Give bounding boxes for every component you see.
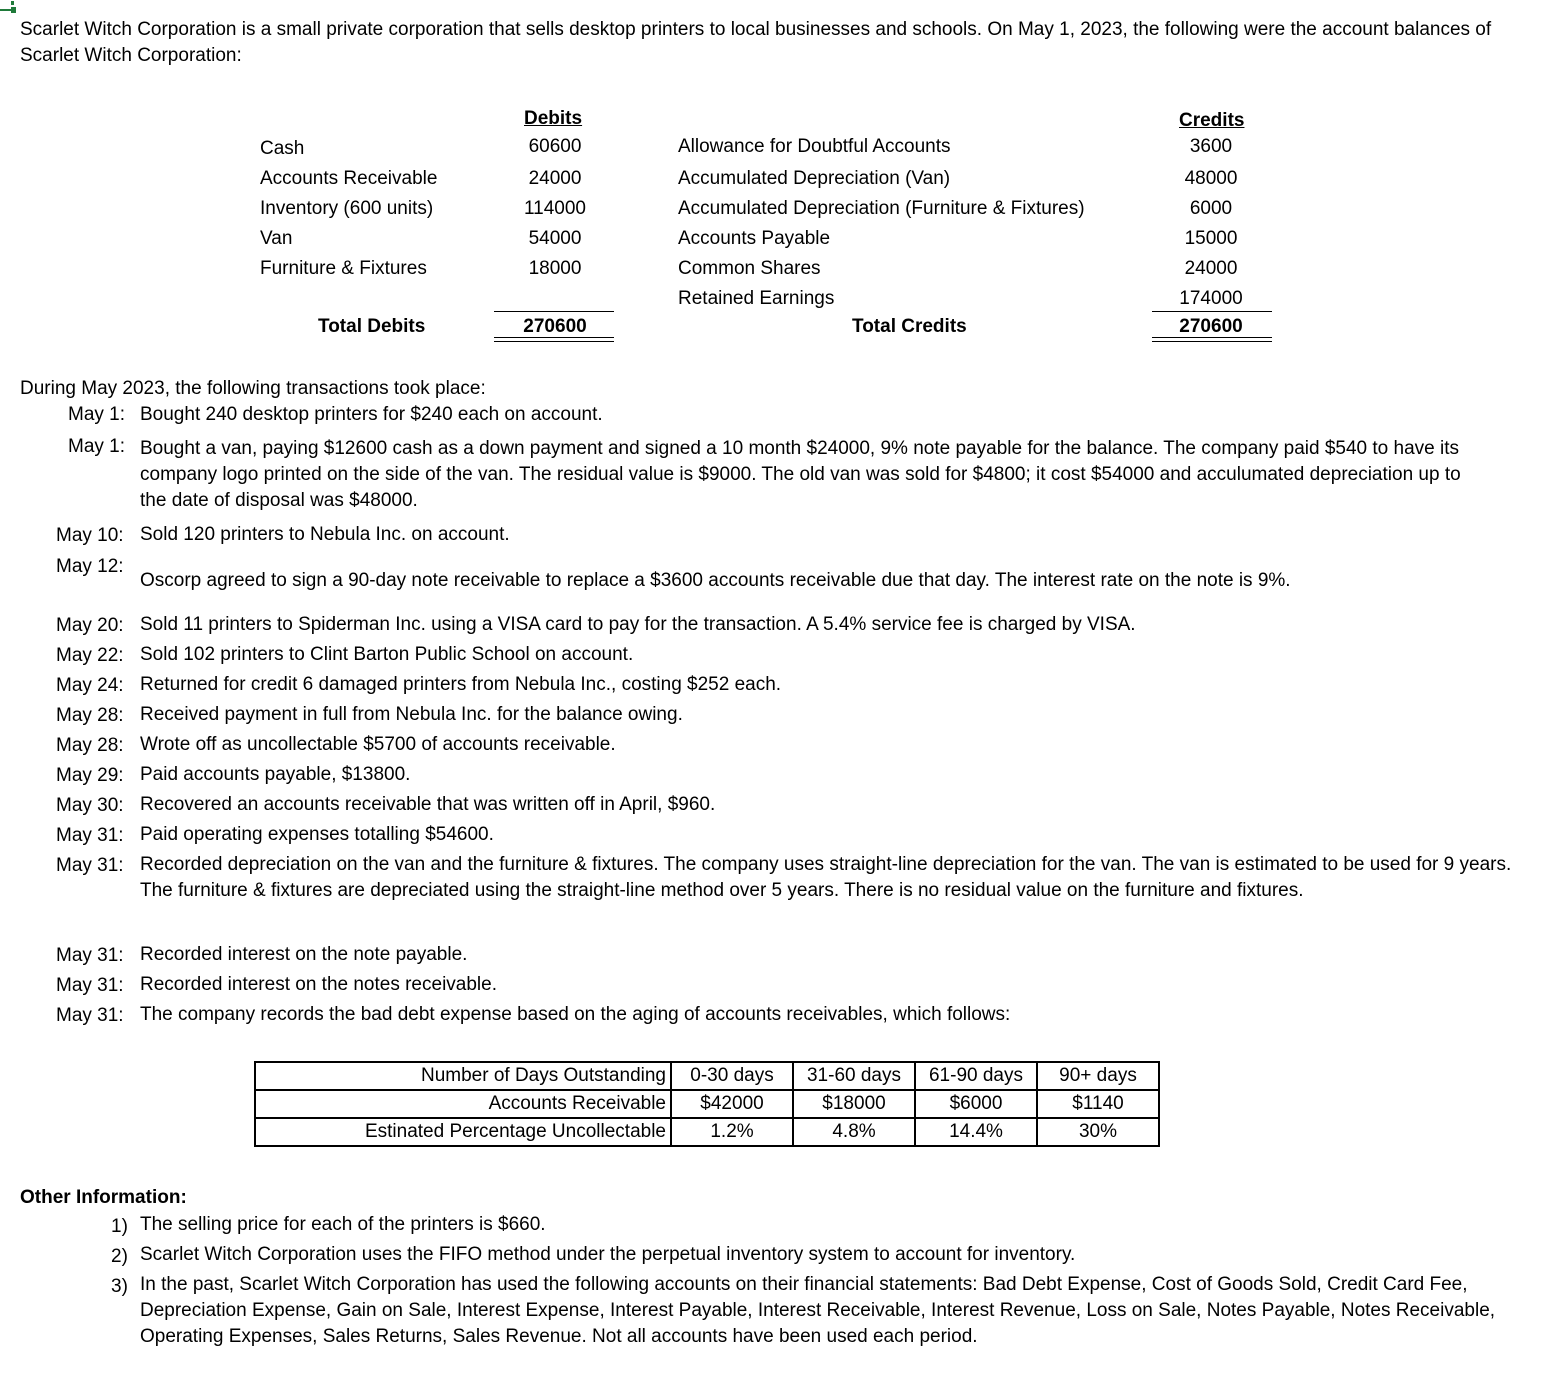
- transaction-text: Paid operating expenses totalling $54600.: [140, 824, 494, 845]
- transaction-date: May 31:: [56, 945, 124, 966]
- credit-subtotal-rule: [1152, 311, 1272, 312]
- transaction-date: May 24:: [56, 675, 124, 696]
- credit-amount: 174000: [1179, 288, 1243, 309]
- other-info-text: Scarlet Witch Corporation uses the FIFO method under the perpetual inventory system to account for inventory.: [140, 1244, 1076, 1265]
- aging-receivable: $18000: [793, 1090, 915, 1118]
- transaction-text: Returned for credit 6 damaged printers from Nebula Inc., costing $252 each.: [140, 674, 782, 695]
- aging-bucket: 90+ days: [1037, 1062, 1159, 1090]
- transaction-text: Paid accounts payable, $13800.: [140, 764, 411, 785]
- credit-account: Common Shares: [678, 258, 821, 279]
- debits-header: Debits: [524, 108, 583, 129]
- other-info-number: 3): [111, 1276, 128, 1297]
- transaction-text: Recorded interest on the notes receivable.: [140, 974, 497, 995]
- aging-percentage: 4.8%: [793, 1118, 915, 1146]
- other-info-number: 2): [111, 1246, 128, 1267]
- transaction-text: Sold 11 printers to Spiderman Inc. using a VISA card to pay for the transaction. A 5.4% service fee is charged by VISA.: [140, 614, 1136, 635]
- credit-account: Allowance for Doubtful Accounts: [678, 136, 951, 157]
- credit-amount: 6000: [1189, 198, 1233, 219]
- aging-bucket: 61-90 days: [915, 1062, 1037, 1090]
- intro-paragraph: Scarlet Witch Corporation is a small private corporation that sells desktop printers to local businesses and schools. On May 1, 2023, the following were the account balances of Scarlet Witch Corporation:: [20, 19, 1492, 66]
- aging-row-label: Number of Days Outstanding: [255, 1062, 671, 1090]
- credit-account: Accumulated Depreciation (Furniture & Fixtures): [678, 198, 1085, 219]
- transaction-date: May 31:: [56, 825, 124, 846]
- total-credits-value: 270600: [1179, 316, 1243, 337]
- transaction-text: Wrote off as uncollectable $5700 of accounts receivable.: [140, 734, 616, 755]
- credit-account: Accounts Payable: [678, 228, 831, 249]
- aging-receivable: $6000: [915, 1090, 1037, 1118]
- debit-double-rule-top: [494, 337, 614, 338]
- other-information-title: Other Information:: [20, 1187, 187, 1208]
- aging-percentage: 1.2%: [671, 1118, 793, 1146]
- cell-selection-marker-icon: [0, 0, 20, 16]
- transaction-text: Recorded interest on the note payable.: [140, 944, 468, 965]
- credit-amount: 3600: [1189, 136, 1233, 157]
- total-debits-value: 270600: [523, 316, 587, 337]
- debit-account: Furniture & Fixtures: [260, 258, 427, 279]
- total-credits-label: Total Credits: [852, 316, 967, 337]
- transaction-date: May 31:: [56, 975, 124, 996]
- transaction-date: May 28:: [56, 735, 124, 756]
- aging-row-label: Accounts Receivable: [255, 1090, 671, 1118]
- other-info-text: In the past, Scarlet Witch Corporation has used the following accounts on their financial statements: Bad Debt Expense, Cost of Goods Sold, Credit Card Fee, Depreciation Expense, Gain on Sale, Interest Expense, Interest Payable, Interest Receivable, Interest Revenue, Loss on Sale, Notes Payable, Notes Receivable, Operating Expenses, Sales Returns, Sales Revenue. Not all accounts have been used each period.: [140, 1274, 1496, 1347]
- debit-amount: 24000: [528, 168, 582, 189]
- aging-bucket: 31-60 days: [793, 1062, 915, 1090]
- debit-amount: 54000: [528, 228, 582, 249]
- transactions-intro: During May 2023, the following transactions took place:: [20, 378, 486, 399]
- total-debits-label: Total Debits: [318, 316, 426, 337]
- aging-table: [254, 1061, 1160, 1147]
- credit-amount: 24000: [1184, 258, 1238, 279]
- debit-amount: 114000: [524, 198, 586, 219]
- aging-receivable: $42000: [671, 1090, 793, 1118]
- debit-account: Van: [260, 228, 293, 249]
- credit-account: Accumulated Depreciation (Van): [678, 168, 951, 189]
- credits-header: Credits: [1179, 110, 1245, 131]
- other-info-number: 1): [111, 1216, 128, 1237]
- debit-amount: 60600: [528, 136, 582, 157]
- transaction-date: May 30:: [56, 795, 124, 816]
- transaction-text: Bought a van, paying $12600 cash as a down payment and signed a 10 month $24000, 9% note payable for the balance. The company paid $540 to have its company logo printed on the side of the van. The residual value is $9000. The old van was sold for $4800; it cost $54000 and acculumated depreciation up to the date of disposal was $48000.: [140, 438, 1461, 511]
- aging-row-label: Estinated Percentage Uncollectable: [255, 1118, 671, 1146]
- credit-double-rule-top: [1152, 337, 1272, 338]
- transaction-text: Received payment in full from Nebula Inc. for the balance owing.: [140, 704, 683, 725]
- debit-subtotal-rule: [494, 311, 614, 312]
- transaction-date: May 10:: [56, 525, 124, 546]
- transaction-date: May 1:: [68, 436, 126, 457]
- transaction-text: Sold 102 printers to Clint Barton Public School on account.: [140, 644, 634, 665]
- debit-double-rule-bottom: [494, 341, 614, 342]
- transaction-date: May 22:: [56, 645, 124, 666]
- transaction-text: Recorded depreciation on the van and the furniture & fixtures. The company uses straight-line depreciation for the van. The van is estimated to be used for 9 years. The furniture & fixtures are depreciated using the straight-line method over 5 years. There is no residual value on the furniture and fixtures.: [140, 854, 1512, 901]
- transaction-date: May 31:: [56, 855, 124, 876]
- transaction-text: Bought 240 desktop printers for $240 each on account.: [140, 404, 603, 425]
- debit-account: Cash: [260, 138, 305, 159]
- aging-row-receivables: [255, 1090, 1159, 1118]
- transaction-date: May 20:: [56, 615, 124, 636]
- aging-row-percentages: [255, 1118, 1159, 1146]
- transaction-text: Sold 120 printers to Nebula Inc. on account.: [140, 524, 510, 545]
- debit-account: Inventory (600 units): [260, 198, 434, 219]
- aging-row-days: [255, 1062, 1159, 1090]
- transaction-date: May 29:: [56, 765, 124, 786]
- other-info-text: The selling price for each of the printers is $660.: [140, 1214, 546, 1235]
- credit-amount: 15000: [1184, 228, 1238, 249]
- transaction-text: Recovered an accounts receivable that was written off in April, $960.: [140, 794, 716, 815]
- debit-amount: 18000: [528, 258, 582, 279]
- transaction-date: May 12:: [56, 556, 124, 577]
- transaction-date: May 1:: [68, 404, 126, 425]
- transaction-date: May 28:: [56, 705, 124, 726]
- aging-bucket: 0-30 days: [671, 1062, 793, 1090]
- aging-percentage: 14.4%: [915, 1118, 1037, 1146]
- credit-account: Retained Earnings: [678, 288, 835, 309]
- transaction-date: May 31:: [56, 1005, 124, 1026]
- aging-percentage: 30%: [1037, 1118, 1159, 1146]
- aging-receivable: $1140: [1037, 1090, 1159, 1118]
- transaction-text: Oscorp agreed to sign a 90-day note receivable to replace a $3600 accounts receivable due that day. The interest rate on the note is 9%.: [140, 570, 1291, 591]
- transaction-text: The company records the bad debt expense based on the aging of accounts receivables, which follows:: [140, 1004, 1011, 1025]
- credit-amount: 48000: [1184, 168, 1238, 189]
- credit-double-rule-bottom: [1152, 341, 1272, 342]
- debit-account: Accounts Receivable: [260, 168, 438, 189]
